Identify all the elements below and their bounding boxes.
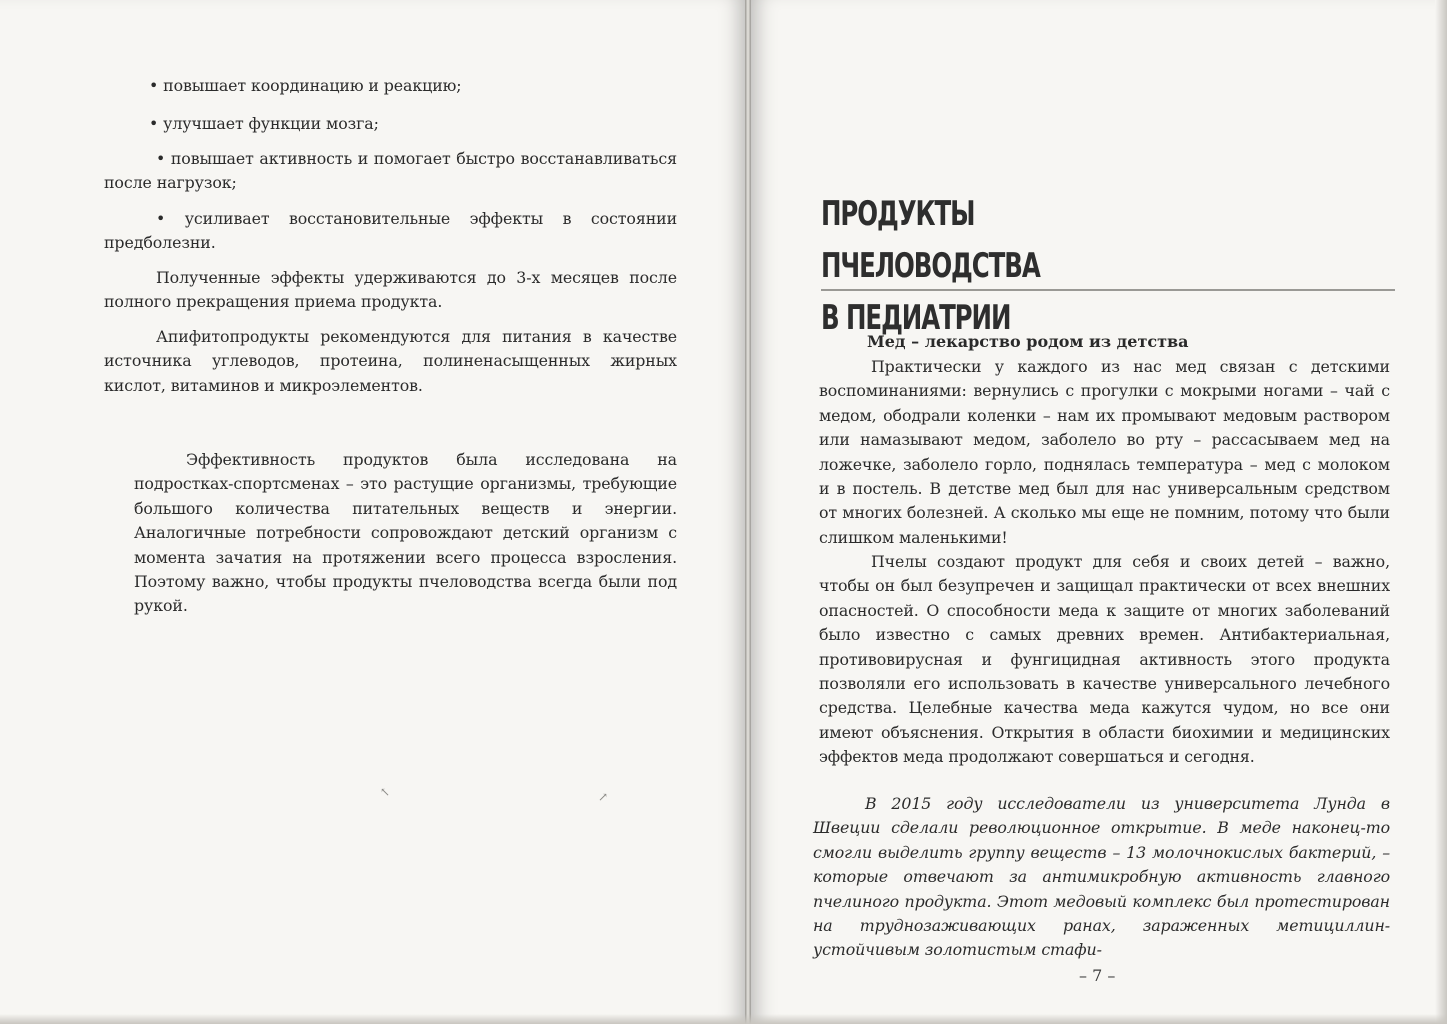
paragraph-childhood: Практически у каждого из нас мед связан с детскими воспоминаниями: вернулись с прогулки с мокрыми ногами – чай с медом, ободрали коленки – нам их промывают медовым раствором или намазывают медом, заболело во рту – рассасываем мед на ложечке, заболело горло, поднялась температура – мед с молоком и в постель. В детстве мед был для нас универсальным средством от многих болезней. А сколько мы еще не помним, потому что были слишком маленькими!: [819, 357, 1390, 547]
scan-speck: ↖: [380, 785, 391, 799]
bullet-brain: • улучшает функции мозга;: [149, 114, 379, 133]
paragraph-bees: Пчелы создают продукт для себя и своих детей – важно, чтобы он был безупречен и защищал практически от всех внешних опасностей. О способности меда к защите от многих заболеваний было известно с самых древних времен. Антибактериальная, противовирусная и фунгицидная активность этого продукта позволяли его использовать в качестве универсального лечебного средства. Целебные качества меда кажутся чудом, но все они имеют объяснения. Открытия в области биохимии и медицинских эффектов меда продолжают совершаться и сегодня.: [819, 552, 1390, 767]
right-page: [751, 0, 1447, 1024]
section-heading: Мед – лекарство родом из детства: [867, 332, 1189, 351]
chapter-title-line-2: В ПЕДИАТРИИ: [821, 298, 1011, 338]
title-divider: [821, 289, 1395, 291]
bullet-recovery: • усиливает восстановительные эффекты в состоянии предболезни.: [104, 209, 677, 253]
paragraph-effects: Полученные эффекты удерживаются до 3-х месяцев после полного прекращения приема продукта.: [104, 268, 677, 312]
boxed-paragraph: Эффективность продуктов была исследована на подростках-спортсменах – это растущие организмы, требующие большого количества питательных веществ и энергии. Аналогичные потребности сопровождают детский организм с момента зачатия на протяжении всего процесса взросления. Поэтому важно, чтобы продукты пчеловодства всегда были под рукой.: [134, 450, 677, 616]
paragraph-apiphyto: Апифитопродукты рекомендуются для питания в качестве источника углеводов, протеина, полиненасыщенных жирных кислот, витаминов и микроэлементов.: [104, 327, 677, 395]
chapter-title-line-1: ПРОДУКТЫ ПЧЕЛОВОДСТВА: [821, 194, 1040, 286]
italic-paragraph-research: В 2015 году исследователи из университета Лунда в Швеции сделали революционное открытие. В меде наконец-то смогли выделить группу веществ – 13 молочнокислых бактерий, – которые отвечают за антимикробную активность главного пчелиного продукта. Этот медовый комплекс был протестирован на труднозаживающих ранах, зараженных метициллин-устойчивым золотистым стафи-: [813, 794, 1390, 960]
page-number: – 7 –: [1079, 966, 1116, 985]
bullet-activity: • повышает активность и помогает быстро восстанавливаться после нагрузок;: [104, 149, 677, 193]
chapter-title: [821, 188, 1123, 344]
scan-speck: ↗: [598, 790, 609, 804]
bullet-coordination: • повышает координацию и реакцию;: [149, 76, 462, 95]
